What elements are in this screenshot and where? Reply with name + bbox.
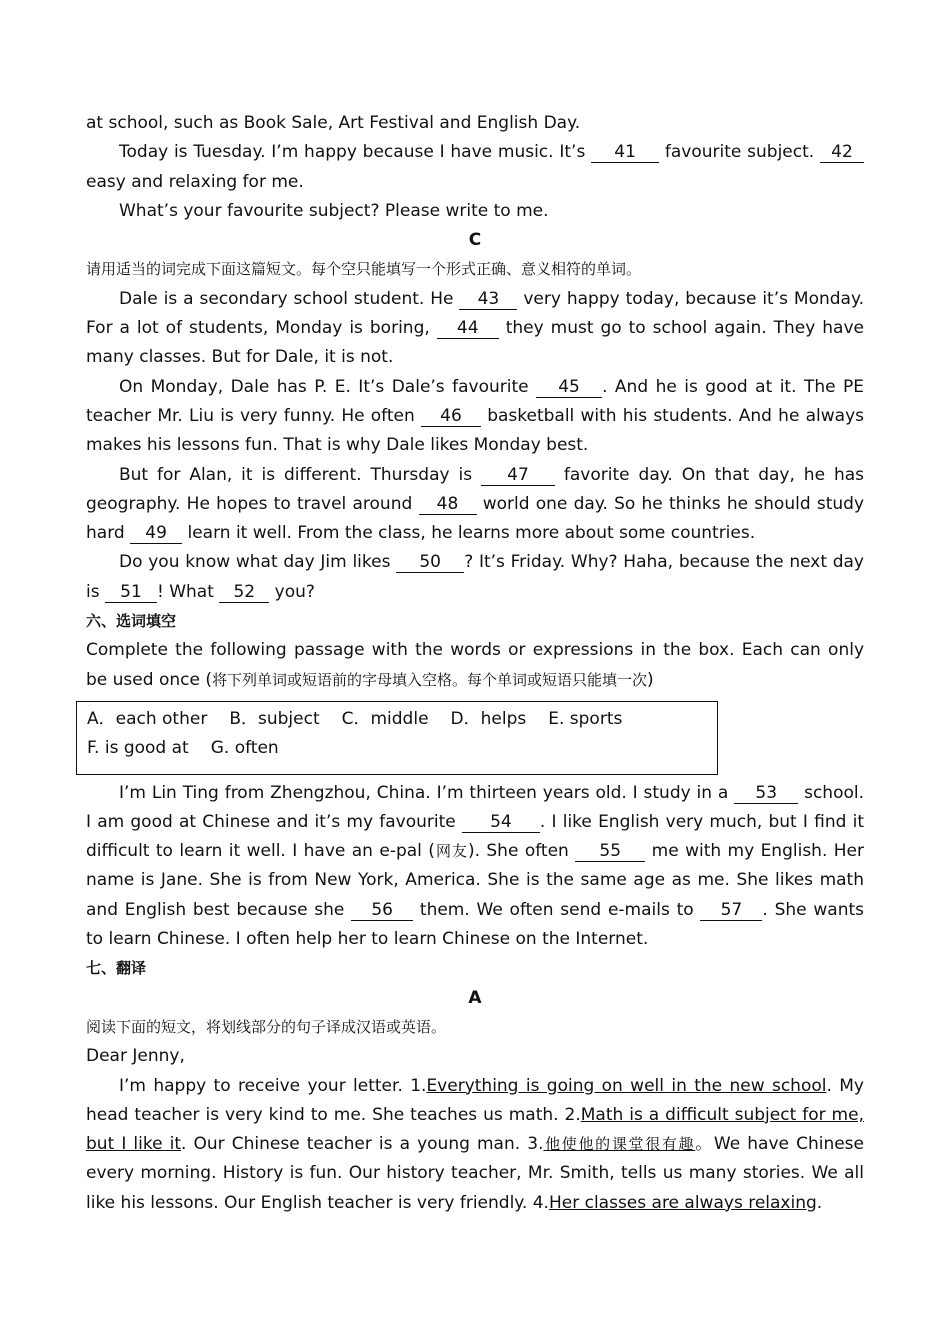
- letter-body: I’m happy to receive your letter. 1.Everything is going on well in the new school. My head teacher is very kind to me. She teaches us math. 2.Math is a difficult subject for me, but I like it. Our Chinese teacher is a young man. 3.他使他的课堂很有趣。We have Chinese every morning. History is fun. Our history teacher, Mr. Smith, tells us many stories. We all like his lessons. Our English teacher is very friendly. 4.Her classes are always relaxing.: [86, 1075, 864, 1213]
- blank-55[interactable]: 55: [575, 842, 645, 862]
- blank-46[interactable]: 46: [421, 407, 481, 427]
- section-7-title: A: [468, 987, 482, 1008]
- section-6-instruction: Complete the following passage with the words or expressions in the box. Each can only be used once (将下列单词或短语前的字母填入空格。每个单词或短语只能填一次): [86, 640, 864, 690]
- option-b: B．subject: [229, 708, 320, 729]
- letter-greeting: Dear Jenny,: [86, 1046, 185, 1067]
- section-c-paragraph-4: Do you know what day Jim likes 50 ? It’s Friday. Why? Haha, because the next day is 51 ! What 52 you?: [86, 552, 864, 602]
- section-c-paragraph-2: On Monday, Dale has P. E. It’s Dale’s favourite 45 . And he is good at it. The PE teacher Mr. Liu is very funny. He often 46 basketball with his students. And he always makes his lessons fun. That is why Dale likes Monday best.: [86, 376, 865, 456]
- translate-sentence-4: Her classes are always relaxing: [548, 1192, 817, 1213]
- translate-sentence-3: 他使他的课堂很有趣: [543, 1135, 696, 1154]
- section-7-instruction: 阅读下面的短文，将划线部分的句子译成汉语或英语。: [86, 1017, 447, 1036]
- blank-48[interactable]: 48: [419, 495, 477, 515]
- section-c-paragraph-1: Dale is a secondary school student. He 43 very happy today, because it’s Monday. For a lot of students, Monday is boring, 44 they must go to school again. They have many classes. But for Dale, it is not.: [86, 288, 865, 368]
- section-7-heading: 七、翻译: [86, 959, 147, 978]
- section-6-paragraph: I’m Lin Ting from Zhengzhou, China. I’m thirteen years old. I study in a 53 school. I am good at Chinese and it’s my favourite 54 . I like English very much, but I find it difficult to learn it well. I have an e-pal (网友). She often 55 me with my English. Her name is Jane. She is from New York, America. She is the same age as me. She likes math and English best because she 56 them. We often send e-mails to 57 . She wants to learn Chinese. I often help her to learn Chinese on the Internet.: [86, 782, 864, 950]
- section-c-instruction: 请用适当的词完成下面这篇短文。每个空只能填写一个形式正确、意义相符的单词。: [86, 260, 642, 279]
- blank-45[interactable]: 45: [536, 378, 602, 398]
- option-a: A．each other: [87, 708, 208, 729]
- blank-50[interactable]: 50: [396, 553, 464, 573]
- blank-43[interactable]: 43: [459, 290, 517, 310]
- blank-42[interactable]: 42: [820, 143, 864, 163]
- option-e: E. sports: [548, 708, 623, 729]
- blank-52[interactable]: 52: [219, 583, 269, 603]
- blank-56[interactable]: 56: [351, 901, 413, 921]
- option-g: G. often: [210, 738, 279, 759]
- blank-53[interactable]: 53: [734, 784, 798, 804]
- blank-54[interactable]: 54: [462, 813, 540, 833]
- section-b-closing: What’s your favourite subject? Please write to me.: [119, 200, 549, 221]
- option-d: D．helps: [450, 708, 527, 729]
- section-b-paragraph: Today is Tuesday. I’m happy because I have music. It’s 41 favourite subject. 42 easy and relaxing for me.: [86, 138, 864, 197]
- blank-47[interactable]: 47: [481, 466, 555, 486]
- option-f: F. is good at: [87, 738, 189, 759]
- section-6-heading: 六、选词填空: [86, 612, 177, 631]
- blank-44[interactable]: 44: [437, 319, 499, 339]
- word-box: [76, 701, 718, 775]
- blank-51[interactable]: 51: [105, 583, 157, 603]
- option-c: C．middle: [341, 708, 429, 729]
- translate-sentence-1: Everything is going on well in the new school: [426, 1075, 827, 1096]
- translate-sentence-2: Math is a difficult subject for me, but I like it: [86, 1104, 864, 1155]
- blank-57[interactable]: 57: [700, 901, 762, 921]
- section-c-paragraph-3: But for Alan, it is different. Thursday is 47 favorite day. On that day, he has geography. He hopes to travel around 48 world one day. So he thinks he should study hard 49 learn it well. From the class, he learns more about some countries.: [86, 464, 864, 544]
- section-b-line: at school, such as Book Sale, Art Festival and English Day.: [86, 113, 581, 133]
- blank-41[interactable]: 41: [591, 143, 659, 163]
- blank-49[interactable]: 49: [130, 524, 182, 544]
- worksheet-page: [86, 109, 864, 1218]
- section-c-title: C: [468, 230, 482, 251]
